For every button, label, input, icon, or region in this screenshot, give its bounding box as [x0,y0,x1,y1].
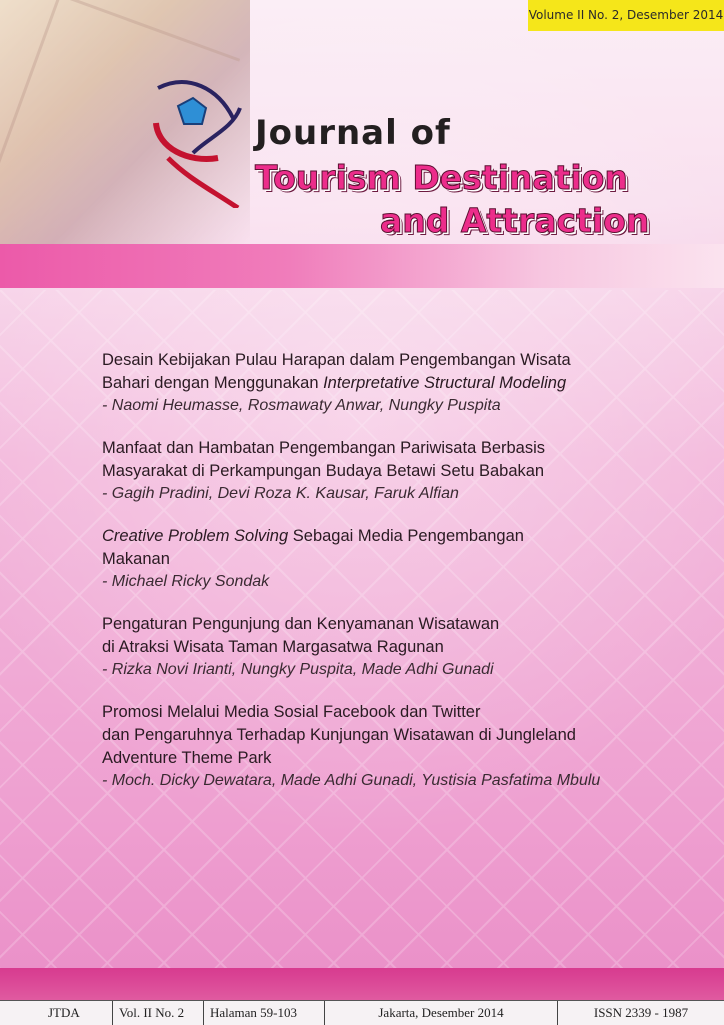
article-authors: - Gagih Pradini, Devi Roza K. Kausar, Faruk Alfian [102,485,459,502]
article-title: Pengaturan Pengunjung dan Kenyamanan Wisatawan di Atraksi Wisata Taman Margasatwa Ragunan [102,615,500,656]
article-item [102,437,702,505]
article-authors: - Rizka Novi Irianti, Nungky Puspita, Made Adhi Gunadi [102,661,494,678]
article-title: Manfaat dan Hambatan Pengembangan Pariwisata Berbasis Masyarakat di Perkampungan Budaya Betawi Setu Babakan [102,439,546,480]
footer-info-bar [0,1000,724,1025]
article-list [102,349,702,812]
masthead-line-2: Tourism Destination [255,158,628,197]
footer-place-date: Jakarta, Desember 2014 [324,1001,557,1025]
article-item [102,525,702,593]
masthead-line-1: Journal of [255,113,451,153]
article-title: Desain Kebijakan Pulau Harapan dalam Pengembangan Wisata Bahari dengan Menggunakan Interpretative Structural Modeling [102,351,571,392]
footer-pages: Halaman 59-103 [203,1001,324,1025]
footer-issn: ISSN 2339 - 1987 [557,1001,724,1025]
article-title: Promosi Melalui Media Sosial Facebook dan Twitter dan Pengaruhnya Terhadap Kunjungan Wisatawan di Jungleland Adventure Theme Park [102,703,576,767]
journal-logo-icon [148,68,244,208]
article-item [102,613,702,681]
article-authors: - Moch. Dicky Dewatara, Made Adhi Gunadi, Yustisia Pasfatima Mbulu [102,772,601,789]
footer-abbrev: JTDA [48,1005,80,1020]
article-authors: - Michael Ricky Sondak [102,573,270,590]
article-authors: - Naomi Heumasse, Rosmawaty Anwar, Nungky Puspita [102,397,501,414]
volume-tag: Volume II No. 2, Desember 2014 [528,0,724,31]
article-item [102,701,702,792]
footer-volume: Vol. II No. 2 [112,1001,203,1025]
article-item [102,349,702,417]
article-title: Creative Problem Solving Sebagai Media Pengembangan Makanan [102,527,524,568]
header-band [0,244,724,288]
bottom-band [0,968,724,1000]
masthead-line-3: and Attraction [380,201,650,240]
